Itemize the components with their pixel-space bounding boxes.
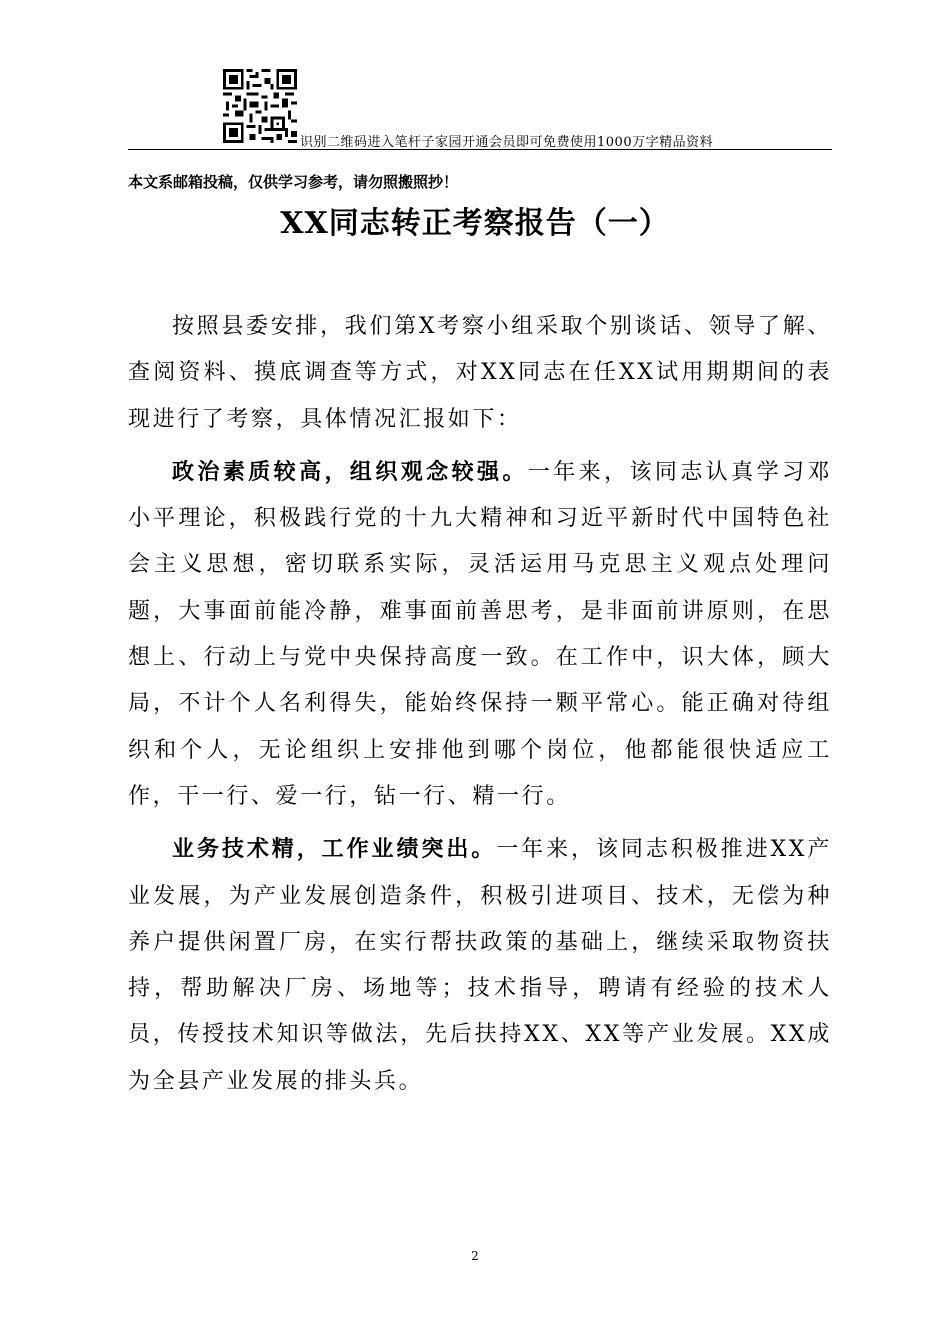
paragraph-political-quality xyxy=(128,449,832,820)
paragraph-work-performance xyxy=(128,826,832,1105)
paragraph-lead: 业务技术精，工作业绩突出。 xyxy=(172,836,497,863)
page-number: 2 xyxy=(471,1249,479,1263)
header-divider xyxy=(128,149,832,150)
header-caption: 识别二维码进入笔杆子家园开通会员即可免费使用1000万字精品资料 xyxy=(300,135,714,150)
paragraph-text: 一年来，该同志积极推进XX产业发展，为产业发展创造条件，积极引进项目、技术，无偿为种养户提供闲置厂房，在实行帮扶政策的基础上，继续采取物资扶持，帮助解决厂房、场地等；技术指导，聘请有经验的技术人员，传授技术知识等做法，先后扶持XX、XX等产业发展。XX成为全县产业发展的排头兵。 xyxy=(128,837,832,1094)
document-title: XX同志转正考察报告（一） xyxy=(280,206,670,241)
qr-code-icon xyxy=(223,69,297,143)
paragraph-intro xyxy=(128,303,832,443)
document-body xyxy=(128,303,832,1111)
paragraph-lead: 政治素质较高，组织观念较强。 xyxy=(172,458,528,485)
paragraph-text: 按照县委安排，我们第X考察小组采取个别谈话、领导了解、查阅资料、摸底调查等方式，对XX同志在任XX试用期期间的表现进行了考察，具体情况汇报如下： xyxy=(128,314,832,432)
paragraph-text: 一年来，该同志认真学习邓小平理论，积极践行党的十九大精神和习近平新时代中国特色社会主义思想，密切联系实际，灵活运用马克思主义观点处理问题，大事面前能冷静，难事面前善思考，是非面前讲原则，在思想上、行动上与党中央保持高度一致。在工作中，识大体，顾大局，不计个人名利得失，能始终保持一颗平常心。能正确对待组织和个人，无论组织上安排他到哪个岗位，他都能很快适应工作，干一行、爱一行，钻一行、精一行。 xyxy=(128,459,833,809)
contribution-notice: 本文系邮箱投稿，仅供学习参考，请勿照搬照抄！ xyxy=(128,173,459,191)
